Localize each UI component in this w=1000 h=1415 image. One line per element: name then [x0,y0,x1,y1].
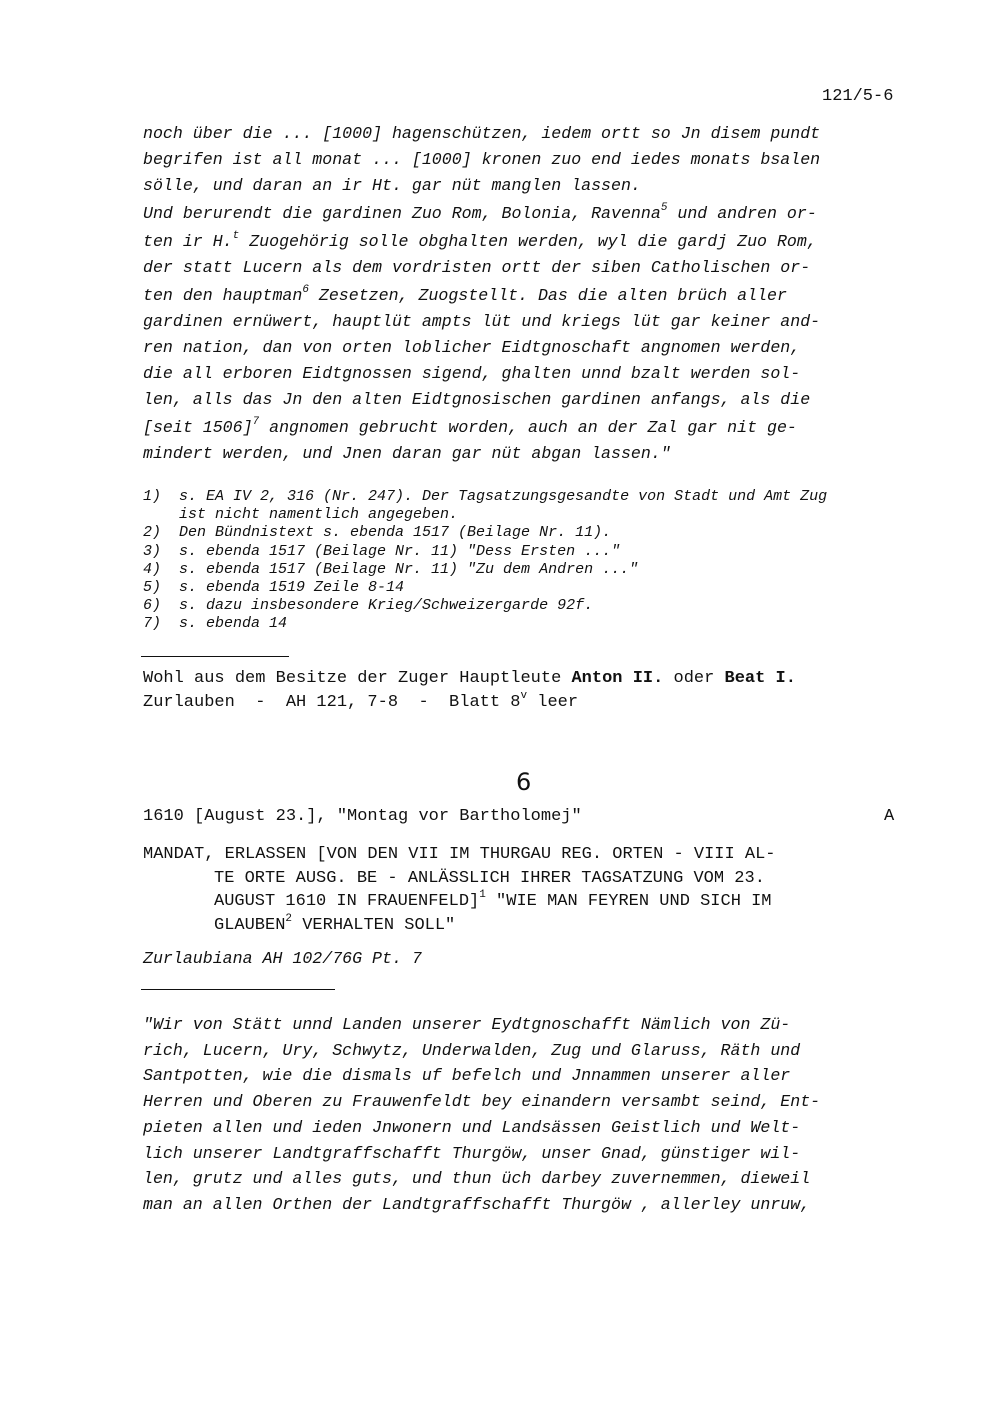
title-line: GLAUBEN$^2$ VERHALTEN SOLL" [214,912,456,935]
footnote: 6) s. dazu insbesondere Krieg/Schweizergarde 92f. [143,597,594,615]
footnote: 5) s. ebenda 1519 Zeile 8-14 [143,579,405,596]
quote-line: ren nation, dan von orten loblicher Eidtgnoschaft angnomen werden, [143,338,801,357]
footnote: 2) Den Bündnistext s. ebenda 1517 (Beilage Nr. 11). [143,524,612,542]
quote-line: Santpotten, wie die dismals uf befelch und Jnnammen unserer aller [143,1066,791,1086]
quote-line: ten ir H.$^t$ Zuogehörig solle obghalten werden, wyl die gardj Zuo Rom, [143,230,817,251]
quote-line: [seit 1506]$^7$ angnomen gebrucht worden, auch an der Zal gar nit ge- [143,416,797,437]
page-reference: 121/5-6 [822,87,894,106]
quote-line: pieten allen und ieden Jnwonern und Landsässen Geistlich und Welt- [143,1117,801,1137]
date-line: 1610 [August 23.], "Montag vor Bartholomej" [143,807,582,826]
footnote: 3) s. ebenda 1517 (Beilage Nr. 11) "Dess Ersten ..." [143,542,621,560]
provenance-line-1: Wohl aus dem Besitze der Zuger Hauptleute Anton II. oder Beat I. [143,669,796,688]
quote-line: gardinen ernüwert, hauptlüt ampts lüt und kriegs lüt gar keiner and- [143,312,821,331]
name-beat: Beat I. [724,669,796,688]
quote-line: die all erboren Eidtgnossen sigend, ghalten unnd bzalt werden sol- [143,364,801,383]
title-line: MANDAT, ERLASSEN [VON DEN VII IM THURGAU REG. ORTEN - VIII AL- [143,845,776,864]
name-anton: Anton II. [571,669,664,688]
quote-line: noch über die ... [1000] hagenschützen, iedem ortt so Jn disem pundt [143,124,821,143]
quote-line: "Wir von Stätt unnd Landen unserer Eydtgnoschafft Nämlich von Zü- [143,1015,791,1034]
quote-line: lich unserer Landtgraffschafft Thurgöw, unser Gnad, günstiger wil- [143,1143,801,1163]
title-line: TE ORTE AUSG. BE - ANLÄSSLICH IHRER TAGSATZUNG VOM 23. [214,868,765,888]
quote-line: mindert werden, und Jnen daran gar nüt abgan lassen." [143,444,671,463]
footnote: 1) s. EA IV 2, 316 (Nr. 247). Der Tagsatzungsgesandte von Stadt und Amt Zug [143,488,828,505]
footnote: ist nicht namentlich angegeben. [143,506,459,524]
quote-line: rich, Lucern, Ury, Schwytz, Underwalden, Zug und Glaruss, Räth und [143,1040,801,1060]
footnote-divider [141,656,289,657]
footnote: 7) s. ebenda 14 [143,615,288,633]
quote-line: Herren und Oberen zu Frauwenfeldt bey einandern versambt seind, Ent- [143,1092,821,1112]
footnote: 4) s. ebenda 1517 (Beilage Nr. 11) "Zu dem Andren ..." [143,560,639,578]
source-reference: Zurlaubiana AH 102/76G Pt. 7 [143,949,422,968]
quote-line: der statt Lucern als dem vordristen ortt der siben Catholischen or- [143,258,811,277]
quote-line: Und berurendt die gardinen Zuo Rom, Bolonia, Ravenna$^5$ und andren or- [143,202,817,223]
title-line: AUGUST 1610 IN FRAUENFELD]$^1$ "WIE MAN FEYREN UND SICH IM [214,889,772,911]
provenance-line-2: Zurlauben - AH 121, 7-8 - Blatt 8$^v$ leer [143,690,579,712]
date-grade: A [884,807,895,826]
quote-line: sölle, und daran an ir Ht. gar nüt manglen lassen. [143,176,641,195]
document-number: 6 [516,768,532,796]
quote-line: man an allen Orthen der Landtgraffschafft Thurgöw , allerley unruw, [143,1194,811,1214]
quote-line: len, alls das Jn den alten Eidtgnosischen gardinen anfangs, als die [143,390,811,409]
quote-line: begrifen ist all monat ... [1000] kronen zuo end iedes monats bsalen [143,150,821,169]
quote-line: ten den hauptman$^6$ Zesetzen, Zuogstellt. Das die alten brüch aller [143,284,787,305]
quote-line: len, grutz und alles guts, und thun üch darbey zuvernemmen, dieweil [143,1169,811,1189]
source-divider [141,989,335,990]
